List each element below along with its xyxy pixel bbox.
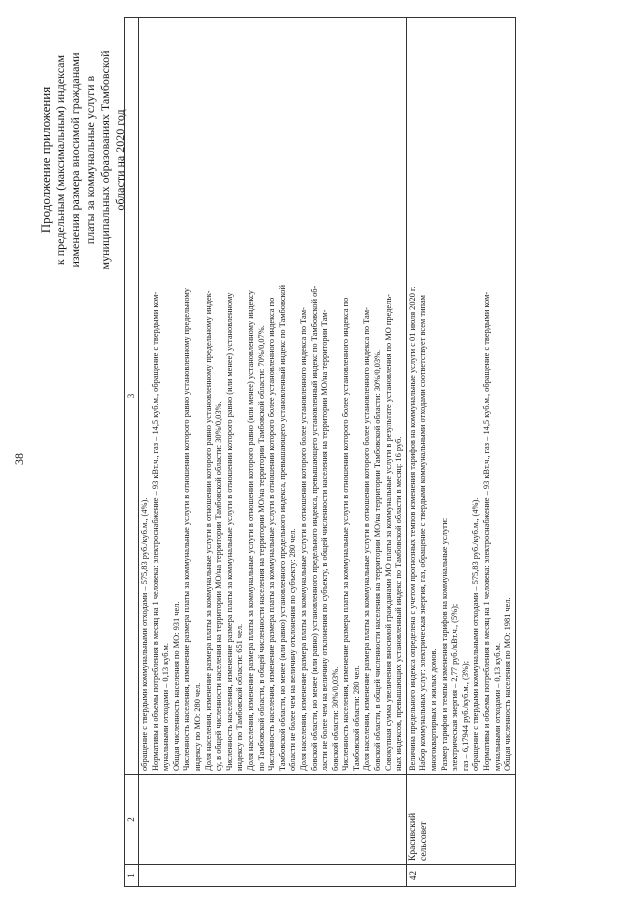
description-line: Нормативы и объемы потребления в месяц на 1 человека: электроснабжение – 93 кВт.ч., газ – 14,5 куб.м., обращение с твердыми ком- [482,291,491,771]
description-line: Доля населения, изменение размера платы за коммунальные услуги в отношении которого более установленного индекса по Там- [362,307,372,771]
header-line: муниципальных образованиях Тамбовской [98,50,112,270]
header-line: к предельным (максимальным) индексам [53,54,67,266]
description-line: Набор коммунальных услуг: электрическая энергия, газ, обращение с твердыми коммунальными отходами соответствует всем типам [418,295,428,771]
description-line: индексу по МО: 280 чел. [192,682,202,771]
description-line: газ – 6,17944 руб./куб.м., (3%); [460,660,470,771]
description-line: бовской области, в общей численности населения на территории МО/на территории Тамбовской области: 30%/0,03%. [373,349,383,771]
description-line: Численность населения, изменение размера платы за коммунальные услуги в отношении которого более установленного индекса по [267,297,277,771]
index-description [139,18,407,775]
row-number: 42 [406,865,515,887]
page-number: 38 [12,453,26,465]
description-line: бовской области: 30%/0,03%. [330,666,340,771]
header-line: области на 2020 год [113,109,127,211]
description-line: Величина предельного индекса определена с учетом прогнозных темпов изменения тарифов на коммунальные услуги с 01 июля 2020 г. [407,286,417,771]
description-line: электрическая энергия – 2,77 руб./кВт.ч., (5%); [450,603,460,771]
description-line: по Тамбовской области, в общей численности населения на территории МО/на территории Тамбовской области: 70%/0,07%. [256,325,266,771]
description-line: обращение с твердыми коммунальными отходами – 575,83 руб./куб.м., (4%). [140,497,149,771]
description-line: Численность населения, изменение размера платы за коммунальные услуги в отношении которого равно (или менее) установленному [224,292,234,771]
municipality-name [139,775,407,865]
table-row [406,18,515,887]
header-title: Продолжение приложения [38,86,53,234]
description-line: Численность населения, изменение размера платы за коммунальные услуги в отношении которого более установленного индекса по [341,297,351,771]
index-description [406,18,515,775]
description-line: Доля населения, изменение размера платы за коммунальные услуги в отношении которого равно установленному предельному индек- [203,290,213,771]
description-line: бовской области, но менее (или равно) установленного предельного индекса, превышающего установленный индекс по Тамбовской об- [309,285,319,771]
description-line: Доля населения, изменение размера платы за коммунальные услуги в отношении которого более установленного индекса по Там- [298,307,308,771]
description-line: Тамбовской области: 280 чел. [351,665,361,771]
column-header: 1 [125,865,139,887]
appendix-header [38,15,128,305]
header-line: платы за коммунальные услуги в [83,75,97,245]
description-line: Размер тарифов и темпы изменения тарифов на коммунальные услуги: [439,517,449,771]
description-line: обращение с твердыми коммунальными отходами – 575,83 руб./куб.м., (4%). [471,497,481,771]
description-line: ных индексов, превышающих установленный индекс по Тамбовской области в месяц: 16 руб. [394,436,404,771]
description-line: Нормативы и объемы потребления в месяц на 1 человека: электроснабжение – 93 кВт.ч., газ – 14,5 куб.м., обращение с твердыми ком- [150,291,160,771]
column-header: 2 [125,775,139,865]
description-line: Совокупная сумма увеличения вносимой гражданами МО платы за коммунальные услуги в результате установления по МО предель- [383,294,393,771]
description-line: индексу по Тамбовской области: 651 чел. [235,623,245,771]
municipality-name: Красивский сельсовет [406,775,515,865]
description-line: мунальными отходами – 0,13 куб.м. [161,643,171,771]
row-number [139,865,407,887]
indices-table [124,17,516,887]
description-line: Общая численность населения по МО: 1981 чел. [503,597,513,771]
table-header-row [125,18,139,887]
description-line: Тамбовской области, но менее (или равно) установленного предельного индекса, превышающего установленный индекс по Тамбовской [277,285,287,771]
description-line: ласти не более чем на величину отклонения по субъекту, в общей численности населения на территории МО/на территории Там- [320,309,330,771]
description-line: Общая численность населения по МО: 931 чел. [171,601,181,771]
description-line: су, в общей численности населения на территории МО/на территории Тамбовской области: 30%/0,03%. [214,401,224,771]
description-line: Численность населения, изменение размера платы за коммунальные услуги в отношении которого равно установленному предельному [182,288,192,771]
description-line: многоквартирных и жилых домов. [429,648,439,771]
description-line: мунальными отходами – 0,13 куб.м. [492,643,502,771]
description-line: области не более чем на величину отклонения по субъекту: 280 чел. [288,528,298,771]
column-header: 3 [125,18,139,775]
description-line: Доля населения, изменение размера платы за коммунальные услуги в отношении которого равно (или менее) установленному индексу [245,290,255,771]
header-line: изменения размера вносимой гражданами [68,52,82,268]
table-row [139,18,407,887]
